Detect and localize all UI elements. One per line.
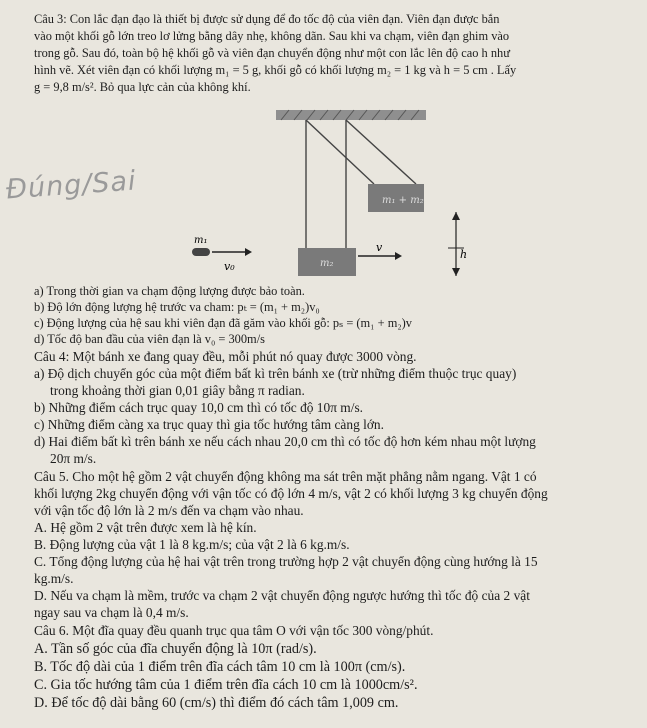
q3-option-b: b) Độ lớn động lượng hệ trước va cham: pₜ = (m₁ + m₂)v₀ — [34, 300, 320, 314]
q5-line-1: Câu 5. Cho một hệ gồm 2 vật chuyển động không ma sát trên mặt phẳng nằm ngang. Vật 1 có — [34, 469, 537, 484]
q3-option-a: a) Trong thời gian va chạm động lượng được bảo toàn. — [34, 284, 305, 298]
bullet — [192, 248, 210, 256]
q5-line-2: khối lượng 2kg chuyển động với vận tốc có độ lớn 4 m/s, vật 2 có khối lượng 3 kg chuyển động — [34, 486, 548, 501]
q5-option-b: B. Động lượng của vật 1 là 8 kg.m/s; của vật 2 là 6 kg.m/s. — [34, 537, 350, 552]
q5-line-3: với vận tốc độ lớn là 2 m/s đến va chạm vào nhau. — [34, 503, 304, 518]
ballistic-pendulum-figure — [186, 108, 486, 278]
q5-option-c: C. Tổng động lượng của hệ hai vật trên trong trường hợp 2 vật chuyển động cùng hướng là 15 — [34, 554, 538, 569]
label-m1-plus-m2: m₁ + m₂ — [382, 195, 424, 206]
label-m2: m₂ — [320, 258, 334, 269]
q4-option-b: b) Những điểm cách trục quay 10,0 cm thì có tốc độ 10π m/s. — [34, 400, 363, 415]
label-h: h — [460, 248, 468, 261]
q3-line-5: g = 9,8 m/s². Bỏ qua lực cản của không khí. — [34, 80, 251, 94]
q3-line-2: vào một khối gỗ lớn treo lơ lửng bằng dây nhẹ, không dãn. Sau khi va chạm, viên đạn ghim vào — [34, 29, 510, 43]
q4-option-a: a) Độ dịch chuyển góc của một điểm bất kì trên bánh xe (trừ những điểm thuộc trục quay) — [34, 366, 517, 381]
q6-option-a: A. Tần số góc của đĩa chuyển động là 10π (rad/s). — [34, 641, 317, 657]
height-arrow-top — [452, 212, 460, 220]
q4-option-d-cont: 20π m/s. — [50, 451, 97, 466]
q5-option-d: D. Nếu va chạm là mềm, trước va chạm 2 vật chuyển động ngược hướng thì tốc độ của 2 vật — [34, 588, 530, 603]
string-swung-left — [306, 120, 374, 184]
q3-line-3: trong gỗ. Sau đó, toàn bộ hệ khối gỗ và viên đạn chuyển động như một con lắc lên độ cao h như — [34, 46, 510, 60]
string-swung-right — [346, 120, 416, 184]
q4-option-c: c) Những điểm càng xa trục quay thì gia tốc hướng tâm càng lớn. — [34, 417, 384, 432]
q6-option-d: D. Để tốc độ dài bằng 60 (cm/s) thì điểm đó cách tâm 1,009 cm. — [34, 695, 399, 711]
label-v: v — [376, 241, 383, 254]
handwritten-annotation: Đúng/Sai — [5, 165, 138, 206]
arrow-v-head — [395, 252, 402, 260]
q3-line-1: Câu 3: Con lắc đạn đạo là thiết bị được sử dụng để đo tốc độ của viên đạn. Viên đạn được bắn — [34, 12, 500, 26]
q6-option-b: B. Tốc độ dài của 1 điểm trên đĩa cách tâm 10 cm là 100π (cm/s). — [34, 659, 406, 675]
q5-option-c-cont: kg.m/s. — [34, 571, 74, 586]
q4-option-d: d) Hai điểm bất kì trên bánh xe nếu cách nhau 20,0 cm thì có tốc độ hơn kém nhau một lượng — [34, 434, 536, 449]
label-v0: v₀ — [224, 260, 235, 273]
q4-option-a-cont: trong khoảng thời gian 0,01 giây bằng π radian. — [50, 383, 305, 398]
q5-option-d-cont: ngay sau va chạm là 0,4 m/s. — [34, 605, 189, 620]
q5-option-a: A. Hệ gồm 2 vật trên được xem là hệ kín. — [34, 520, 257, 535]
q3-option-c: c) Động lượng của hệ sau khi viên đạn đã găm vào khối gỗ: pₛ = (m₁ + m₂)v — [34, 316, 412, 330]
q6-option-c: C. Gia tốc hướng tâm của 1 điểm trên đĩa cách 10 cm là 1000cm/s². — [34, 677, 418, 693]
height-arrow-bottom — [452, 268, 460, 276]
q3-line-4: hình vẽ. Xét viên đạn có khối lượng m₁ = 5 g, khối gỗ có khối lượng m₂ = 1 kg và h = 5 cm . Lấy — [34, 63, 517, 77]
label-m1: m₁ — [194, 235, 208, 246]
q4-title: Câu 4: Một bánh xe đang quay đều, mỗi phút nó quay được 3000 vòng. — [34, 349, 417, 364]
q3-option-d: d) Tốc độ ban đầu của viên đạn là v₀ = 300m/s — [34, 332, 265, 346]
arrow-v0-head — [245, 248, 252, 256]
q6-title: Câu 6. Một đĩa quay đều quanh trục qua tâm O với vận tốc 300 vòng/phút. — [34, 623, 434, 638]
